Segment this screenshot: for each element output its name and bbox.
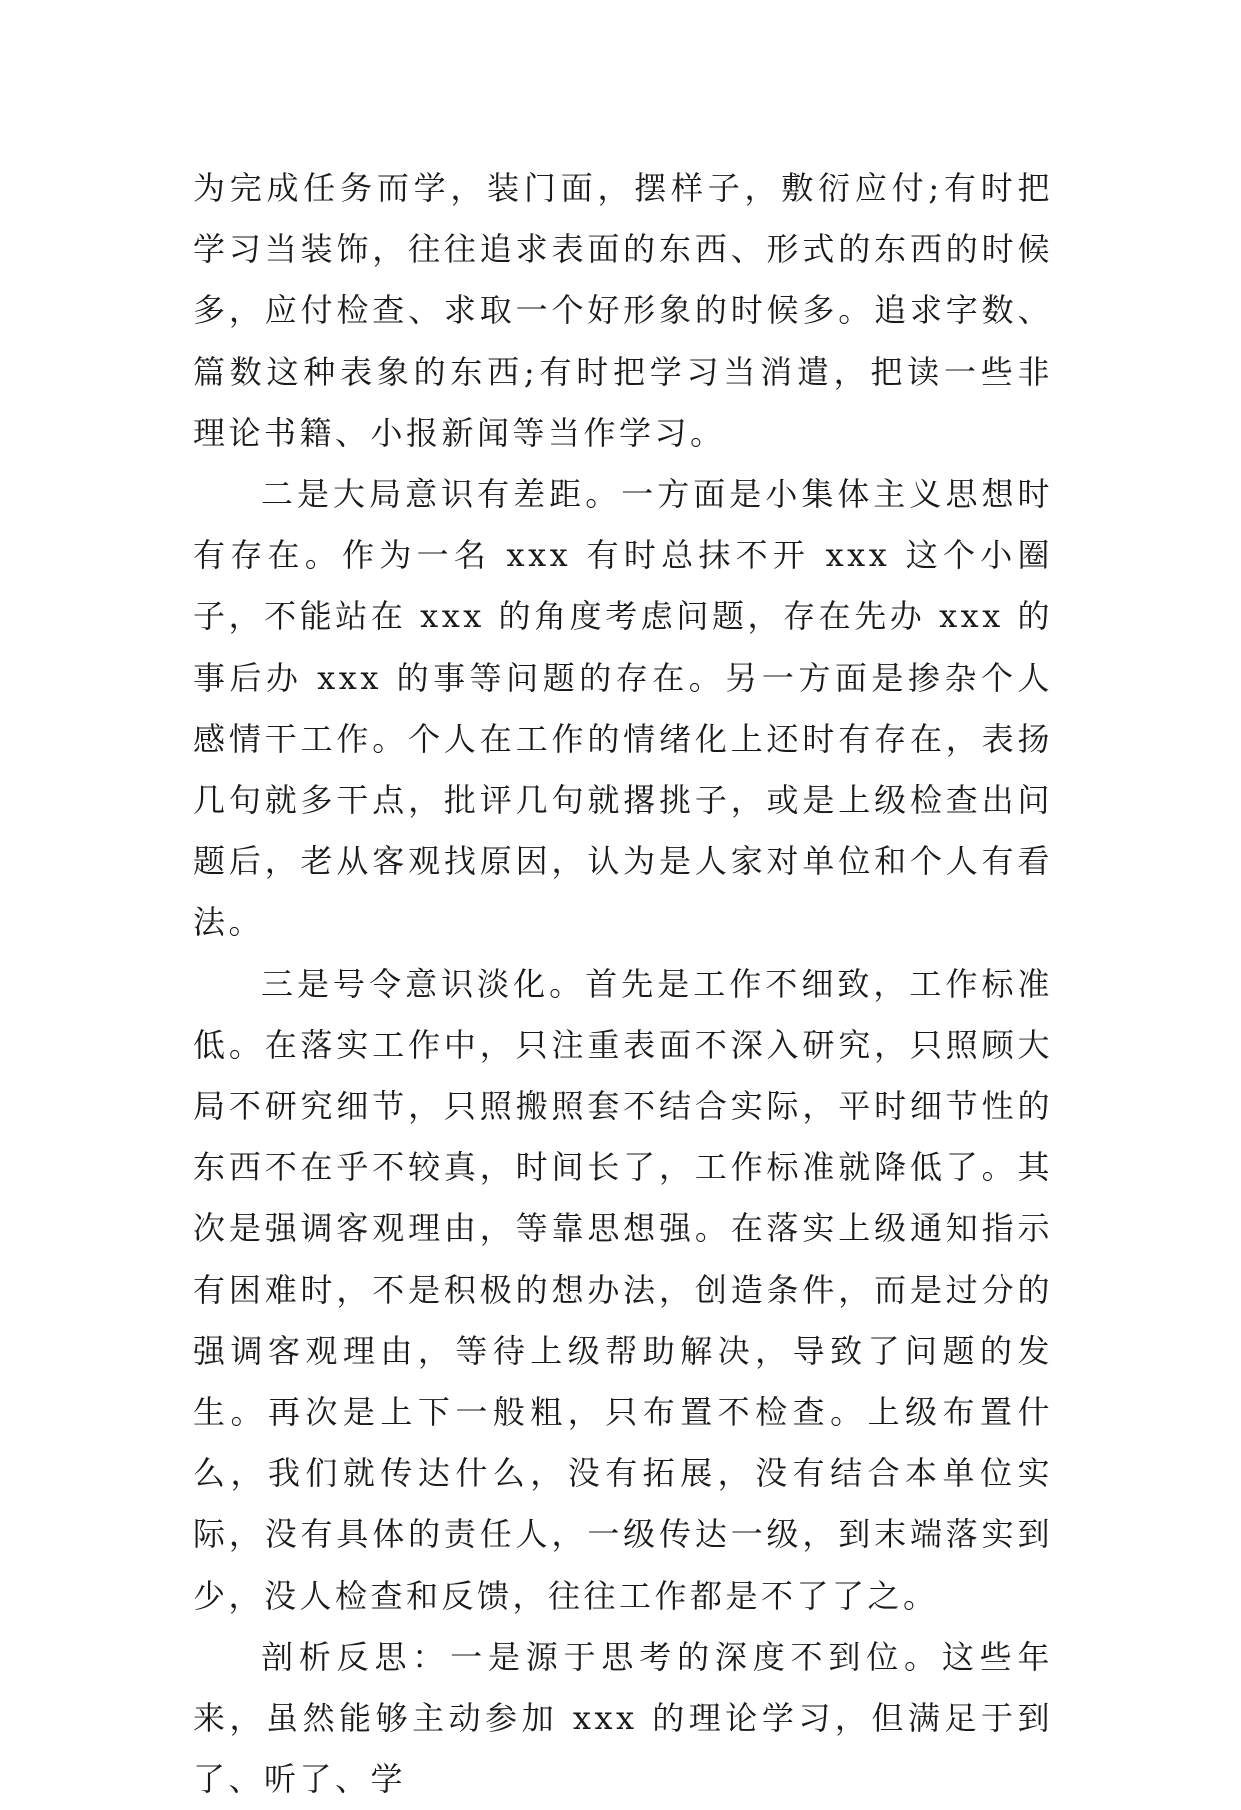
paragraph-4: 剖析反思：一是源于思考的深度不到位。这些年来，虽然能够主动参加 xxx 的理论学习，但满足于到了、听了、学	[193, 1637, 1053, 1799]
paragraph-1: 为完成任务而学，装门面，摆样子，敷衍应付;有时把学习当装饰，往往追求表面的东西、形式的东西的时候多，应付检查、求取一个好形象的时候多。追求字数、篇数这种表象的东西;有时把学习当消遣，把读一些非理论书籍、小报新闻等当作学习。	[193, 169, 1053, 452]
paragraph-2: 二是大局意识有差距。一方面是小集体主义思想时有存在。作为一名 xxx 有时总抹不开 xxx 这个小圈子，不能站在 xxx 的角度考虑问题，存在先办 xxx 的事后办 xxx 的事等问题的存在。另一方面是掺杂个人感情干工作。个人在工作的情绪化上还时有存在，表扬几句就多干点，批评几句就撂挑子，或是上级检查出问题后，老从客观找原因，认为是人家对单位和个人有看法。	[193, 475, 1053, 942]
document-body	[193, 158, 1053, 1810]
paragraph-3: 三是号令意识淡化。首先是工作不细致，工作标准低。在落实工作中，只注重表面不深入研究，只照顾大局不研究细节，只照搬照套不结合实际，平时细节性的东西不在乎不较真，时间长了，工作标准就降低了。其次是强调客观理由，等靠思想强。在落实上级通知指示有困难时，不是积极的想办法，创造条件，而是过分的强调客观理由，等待上级帮助解决，导致了问题的发生。再次是上下一般粗，只布置不检查。上级布置什么，我们就传达什么，没有拓展，没有结合本单位实际，没有具体的责任人，一级传达一级，到末端落实到少，没人检查和反馈，往往工作都是不了了之。	[193, 964, 1053, 1615]
